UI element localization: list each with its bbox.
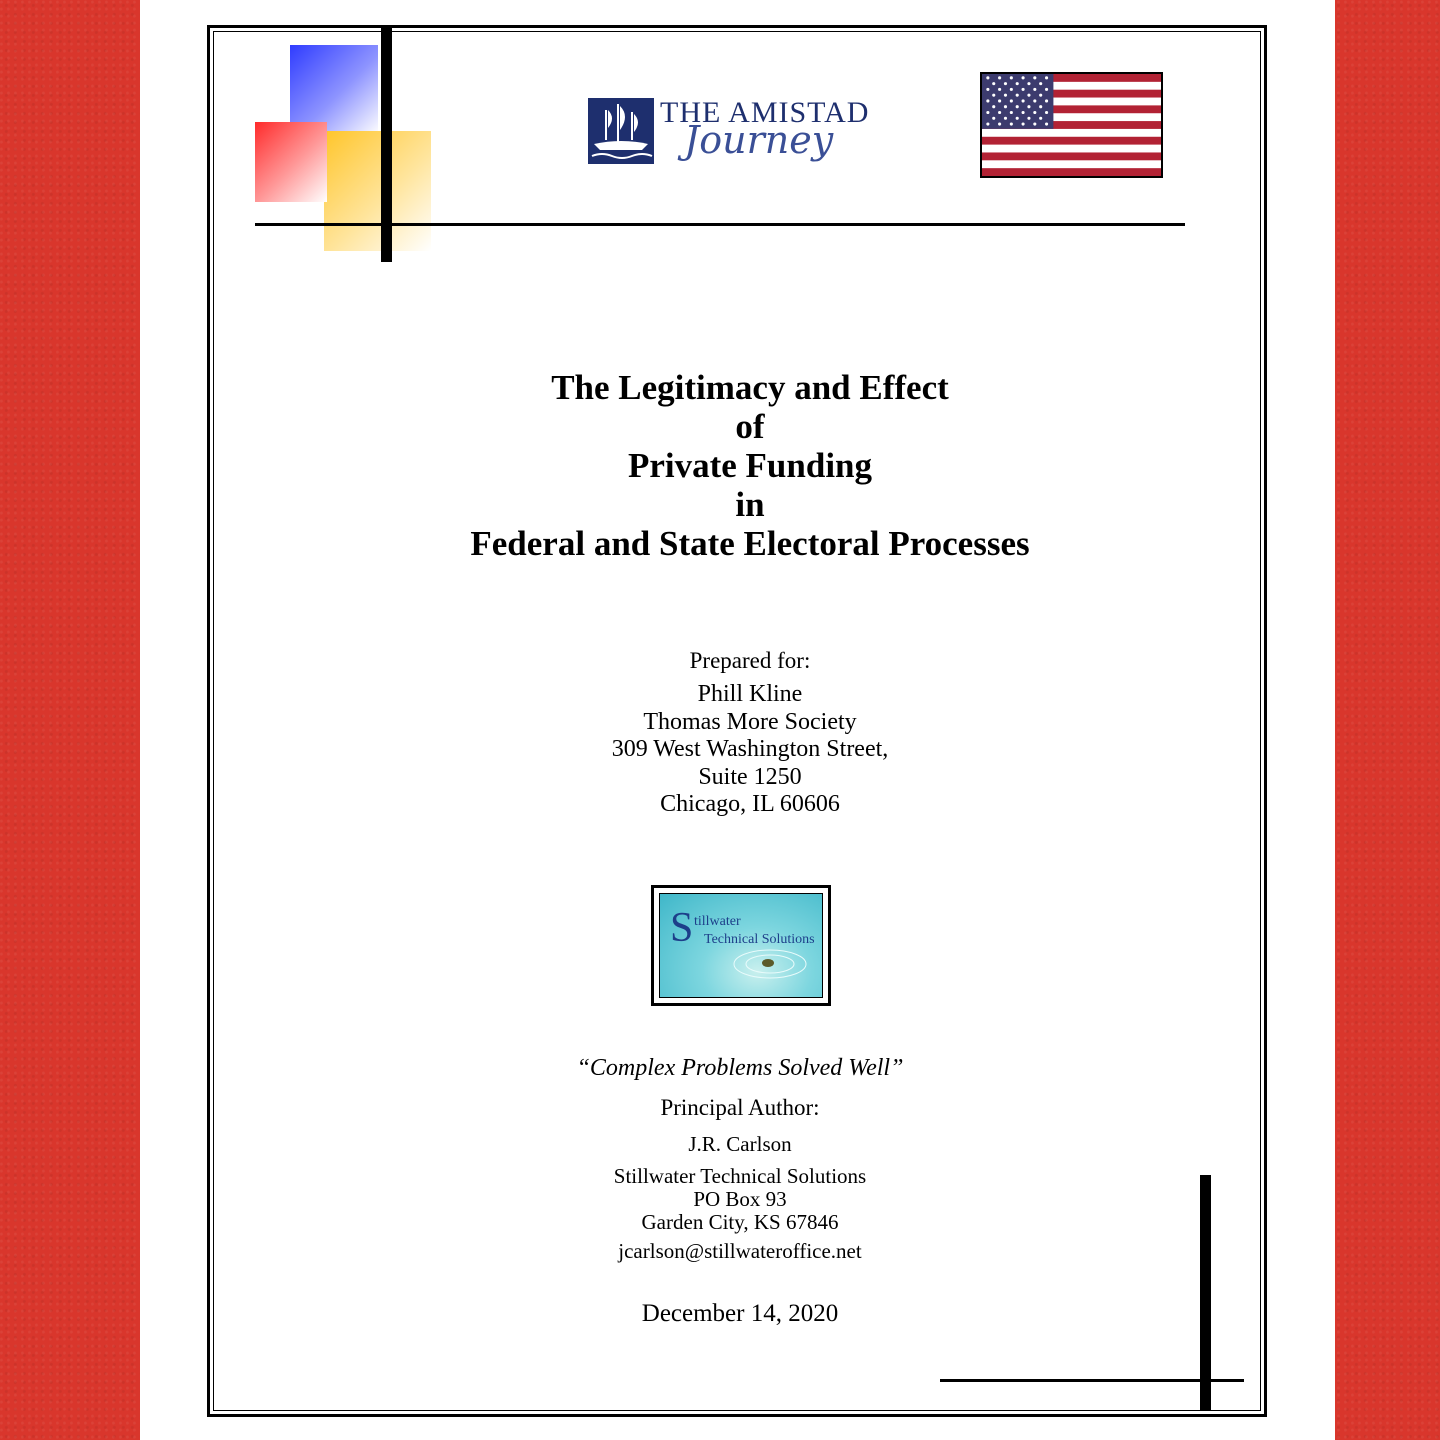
author-address <box>440 1165 1040 1234</box>
logo-line2: Technical Solutions <box>704 932 815 947</box>
author-name: J.R. Carlson <box>688 1132 792 1156</box>
flag-star <box>1022 111 1025 114</box>
flag-star <box>1016 82 1019 85</box>
flag-star <box>1016 105 1019 108</box>
flag-stripe <box>982 168 1161 176</box>
author-org-line: Stillwater Technical Solutions <box>613 1164 867 1188</box>
ship-icon <box>588 98 654 164</box>
motto: “Complex Problems Solved Well” <box>576 1055 904 1081</box>
flag-star <box>1010 122 1013 125</box>
stillwater-logo <box>651 885 831 1006</box>
document-title <box>300 368 1200 563</box>
title-line: in <box>735 485 765 524</box>
author-email[interactable]: jcarlson@stillwateroffice.net <box>618 1239 862 1263</box>
flag-star <box>1004 105 1007 108</box>
ripple-icon <box>730 944 810 984</box>
us-flag-icon <box>980 72 1163 178</box>
flag-star <box>986 76 989 79</box>
flag-star <box>1033 99 1036 102</box>
flag-star <box>1022 99 1025 102</box>
flag-star <box>992 117 995 120</box>
amistad-journey-logo <box>588 92 888 172</box>
document-date: December 14, 2020 <box>641 1300 839 1327</box>
flag-star <box>1010 111 1013 114</box>
flag-star <box>986 88 989 91</box>
flag-star <box>1027 82 1030 85</box>
flag-star <box>1016 117 1019 120</box>
flag-star <box>1010 76 1013 79</box>
flag-star <box>1039 117 1042 120</box>
logo-initial: S <box>670 905 694 951</box>
title-line: Private Funding <box>627 446 873 485</box>
author-org-line: Garden City, KS 67846 <box>641 1210 839 1234</box>
flag-star <box>1039 82 1042 85</box>
decor-vertical-bar-top <box>381 28 392 262</box>
flag-star <box>1039 94 1042 97</box>
flag-star <box>1027 105 1030 108</box>
flag-star <box>998 88 1001 91</box>
flag-star <box>1045 122 1048 125</box>
recipient-suite: Suite 1250 <box>698 763 802 790</box>
flag-star <box>1022 88 1025 91</box>
logo-water-background <box>659 893 823 998</box>
recipient-street: 309 West Washington Street, <box>611 736 889 762</box>
decor-red-square <box>255 122 327 202</box>
flag-star <box>1045 99 1048 102</box>
flag-stripe <box>982 137 1161 145</box>
flag-star <box>1004 94 1007 97</box>
flag-star <box>998 99 1001 102</box>
title-line: The Legitimacy and Effect <box>551 368 949 407</box>
prepared-for-label: Prepared for: <box>689 648 811 673</box>
author-org-line: PO Box 93 <box>693 1187 787 1211</box>
principal-author-label: Principal Author: <box>660 1095 820 1120</box>
flag-star <box>998 111 1001 114</box>
title-line: Federal and State Electoral Processes <box>470 524 1030 563</box>
title-line: of <box>735 407 765 446</box>
flag-star <box>992 105 995 108</box>
flag-star <box>1033 122 1036 125</box>
flag-star <box>1045 111 1048 114</box>
flag-star <box>1010 88 1013 91</box>
flag-star <box>986 111 989 114</box>
prepared-for-block <box>450 645 1050 819</box>
flag-star <box>1033 88 1036 91</box>
recipient-city: Chicago, IL 60606 <box>660 791 840 817</box>
flag-star <box>992 82 995 85</box>
decor-vertical-bar-bottom <box>1200 1175 1211 1410</box>
logo-title: THE AMISTAD <box>660 96 870 129</box>
flag-star <box>1022 76 1025 79</box>
flag-star <box>1045 76 1048 79</box>
flag-star <box>998 122 1001 125</box>
flag-star <box>992 94 995 97</box>
logo-script: Journey <box>684 118 834 162</box>
flag-star <box>1016 94 1019 97</box>
header-rule <box>255 223 1185 226</box>
flag-star <box>1045 88 1048 91</box>
recipient-org: Thomas More Society <box>643 708 857 735</box>
decor-yellow-square <box>324 131 431 251</box>
logo-line1: tillwater <box>694 914 741 929</box>
flag-star <box>1004 82 1007 85</box>
flag-star <box>1033 111 1036 114</box>
flag-star <box>1027 94 1030 97</box>
footer-rule <box>940 1379 1244 1382</box>
flag-stripe <box>982 152 1161 160</box>
flag-star <box>1027 117 1030 120</box>
recipient-name: Phill Kline <box>697 681 803 707</box>
flag-star <box>1039 105 1042 108</box>
flag-star <box>1004 117 1007 120</box>
flag-star <box>1033 76 1036 79</box>
flag-star <box>986 122 989 125</box>
flag-star <box>998 76 1001 79</box>
flag-star <box>986 99 989 102</box>
flag-star <box>1022 122 1025 125</box>
flag-star <box>1010 99 1013 102</box>
